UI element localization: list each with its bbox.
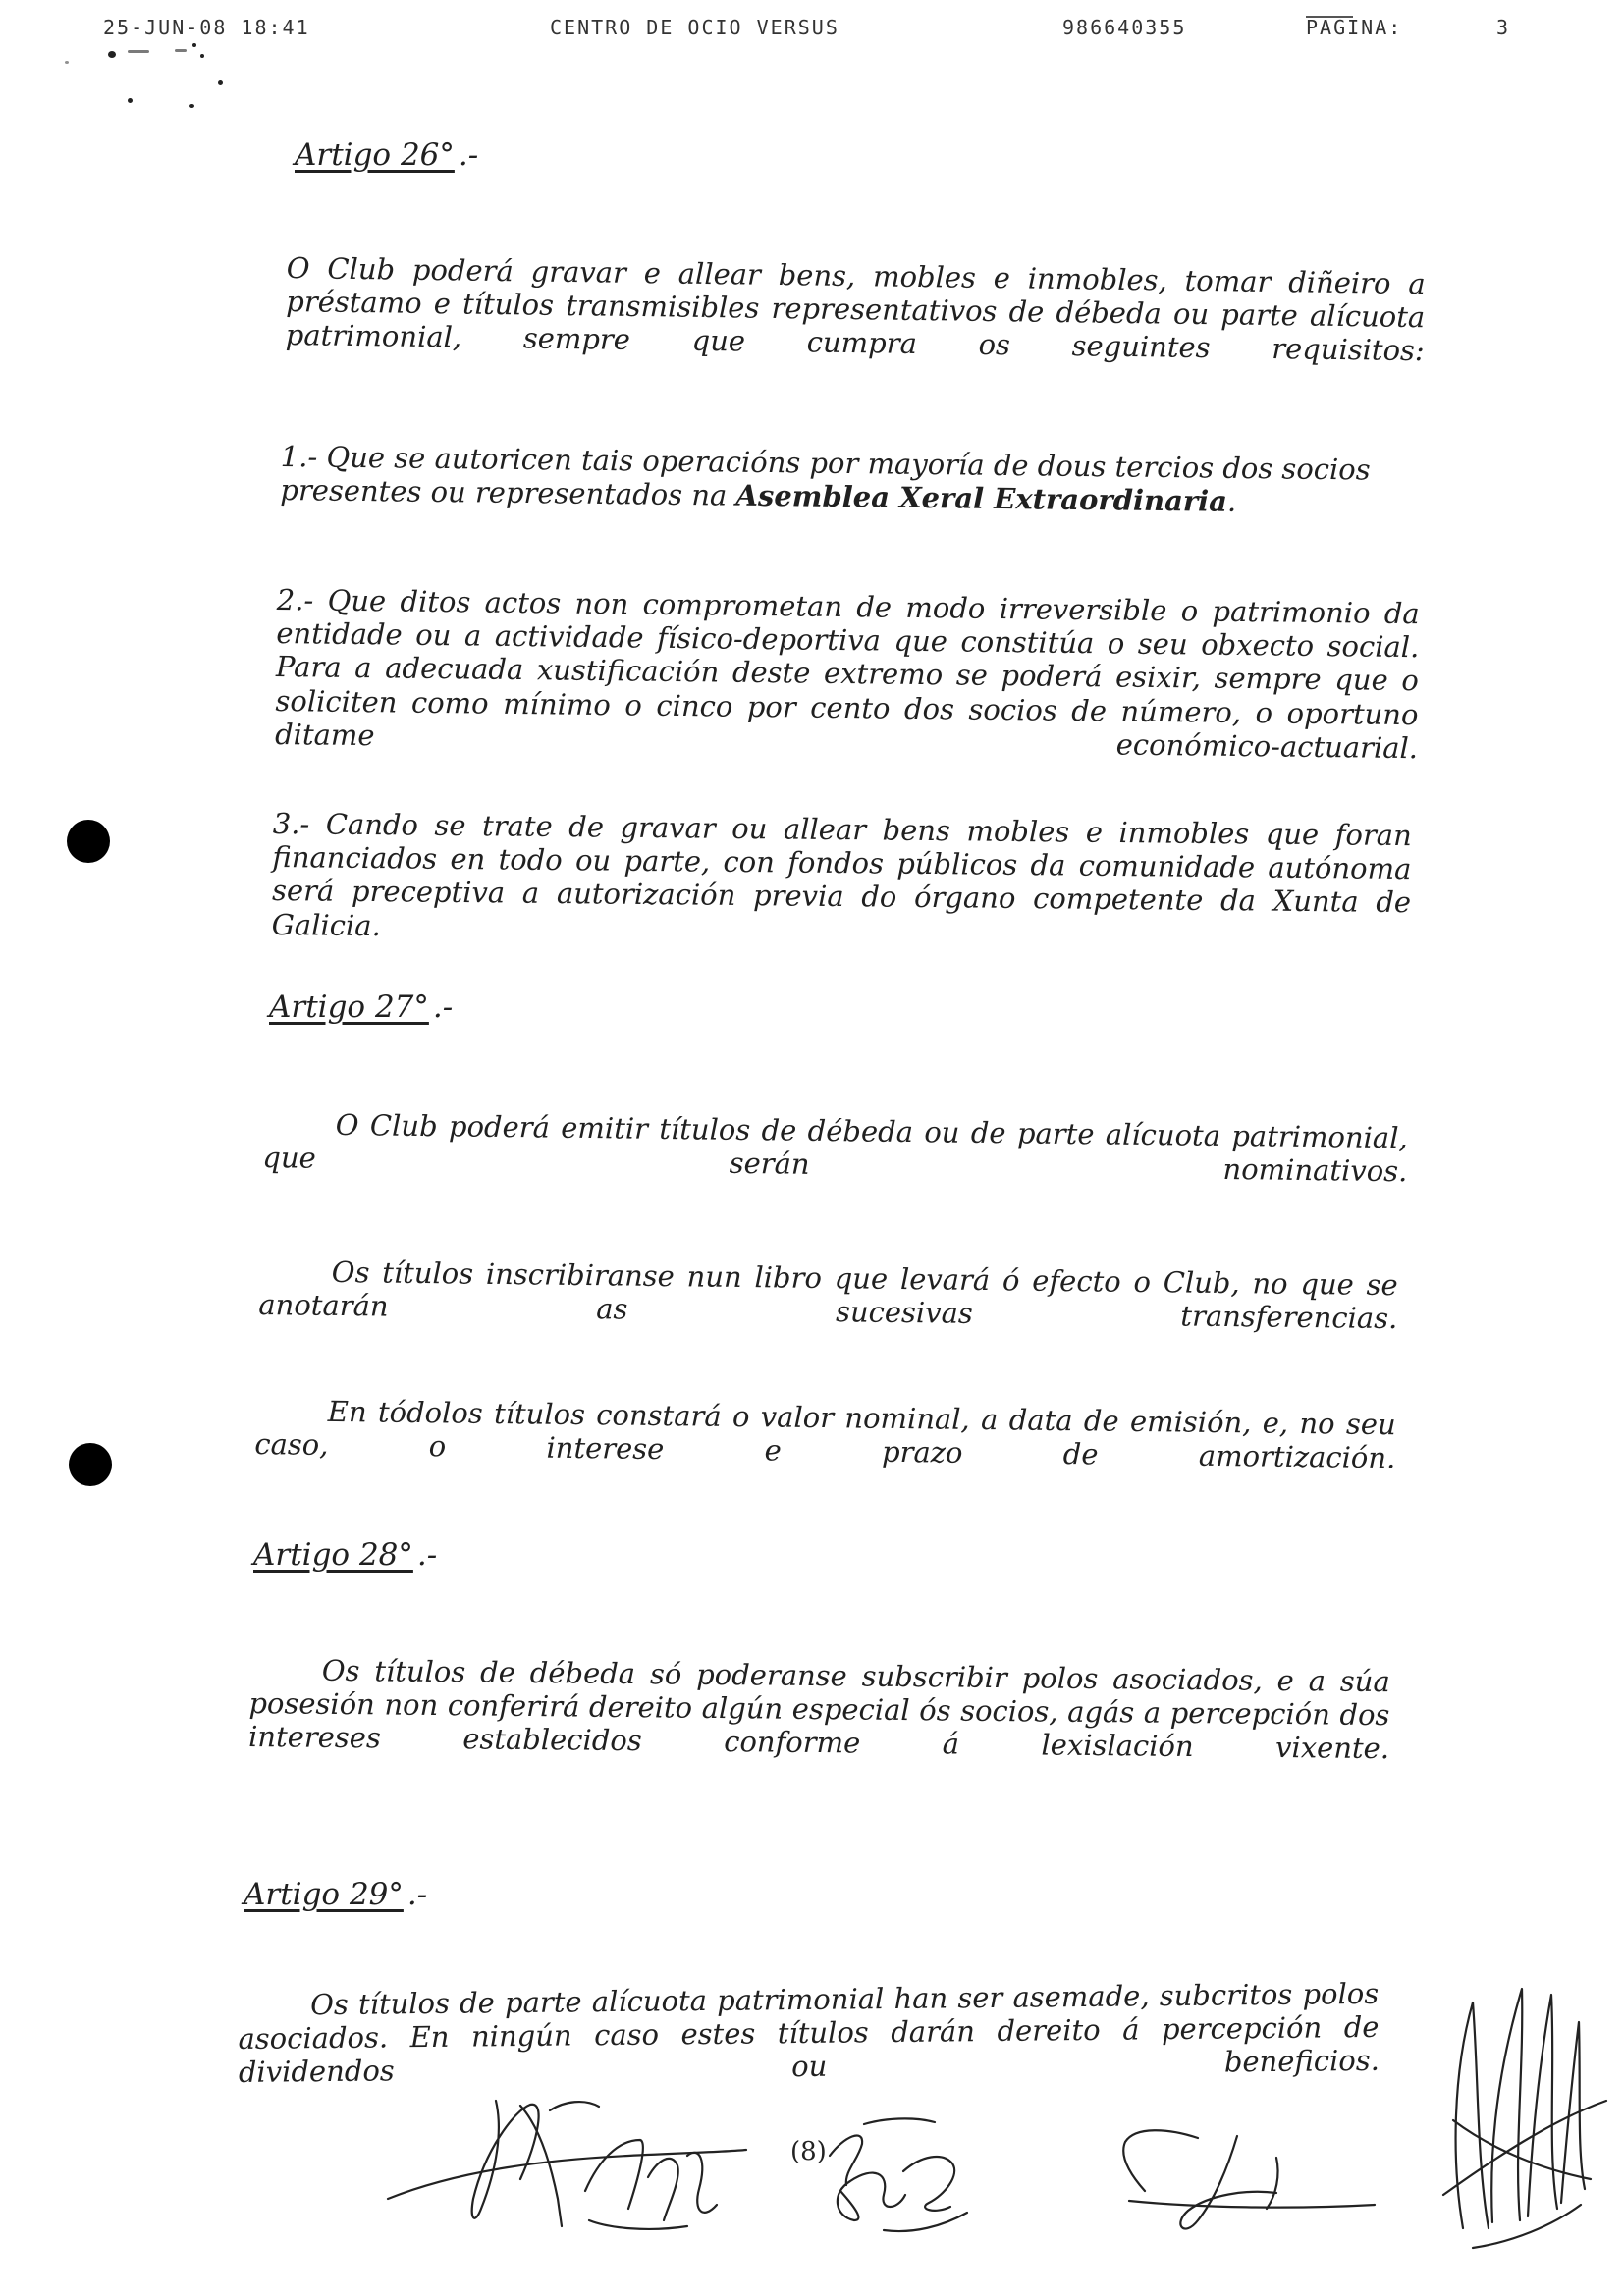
punch-hole [67, 820, 110, 863]
scan-speck [200, 54, 204, 58]
fax-page-number: 3 [1496, 16, 1511, 39]
article-26-heading [295, 137, 478, 174]
article-28-paragraph-1: Os títulos de débeda só poderanse subscribir polos asociados, e a súa posesión non conferirá dereito algún especial ós socios, agás a percepción dos intereses establecidos conforme á lexislación vixente. [247, 1653, 1390, 1766]
article-29-heading [244, 1877, 427, 1913]
scan-speck [128, 98, 133, 103]
article-26-item-1-text: 1.- Que se autoricen tais operacións por mayoría de dous tercios dos socios presentes ou representados na [280, 440, 1371, 512]
scan-speck [108, 51, 116, 58]
article-29-paragraph-1: Os títulos de parte alícuota patrimonial han ser asemade, subcritos polos asociados. En ningún caso estes títulos darán dereito á percepción de dividendos ou beneficios. [238, 1976, 1380, 2090]
fax-sender: CENTRO DE OCIO VERSUS [550, 16, 839, 39]
signature-2 [830, 2118, 967, 2231]
article-26-item-2: 2.- Que ditos actos non comprometan de modo irreversible o patrimonio da entidade ou a actividade físico-deportiva que constitúa o seu obxecto social. Para a adecuada xustificación deste extremo se poderá esixir, sempre que o soliciten como mínimo o cinco por cento dos socios de número, o oportuno ditame económico-actuarial. [274, 583, 1420, 766]
scan-speck [189, 104, 194, 108]
article-26-intro: O Club poderá gravar e allear bens, mobles e inmobles, tomar diñeiro a préstamo e títulos transmisibles representativos de débeda ou parte alícuota patrimonial, sempre que cumpra os seguintes requisitos: [285, 251, 1426, 368]
scan-speck [175, 49, 187, 52]
fax-page-label-text: PAGINA: [1306, 16, 1403, 39]
fax-phone: 986640355 [1062, 16, 1187, 39]
article-26-item-1-assembly: Asemblea Xeral Extraordinaria [735, 478, 1228, 518]
article-27-paragraph-2: Os títulos inscribiranse nun libro que levará ó efecto o Club, no que se anotarán as sucesivas transferencias. [258, 1255, 1398, 1336]
article-27-paragraph-3: En tódolos títulos constará o valor nominal, a data de emisión, e, no seu caso, o interese e prazo de amortización. [254, 1394, 1396, 1475]
article-29-heading-text: Artigo 29° [244, 1877, 404, 1912]
article-27-heading [269, 989, 453, 1026]
scan-speck [218, 80, 223, 85]
fax-header [0, 16, 1624, 55]
heading-suffix: .- [416, 1537, 438, 1573]
signature-number-mark: (8) [790, 2137, 827, 2166]
signature-4 [1443, 1989, 1606, 2248]
article-27-paragraph-1: O Club poderá emitir títulos de débeda ou de parte alícuota patrimonial, que serán nominativos. [262, 1107, 1408, 1189]
fax-date-time: 25-JUN-08 18:41 [103, 16, 310, 39]
article-26-heading-text: Artigo 26° [295, 137, 455, 173]
article-26-item-1: 1.- Que se autoricen tais operacións por mayoría de dous tercios dos socios presentes ou representados na Asemblea Xeral Extraordinaria. [280, 440, 1371, 519]
punch-hole [69, 1443, 112, 1486]
scan-speck [65, 61, 69, 64]
heading-suffix: .- [458, 137, 479, 173]
article-28-heading-text: Artigo 28° [253, 1537, 413, 1573]
heading-suffix: .- [432, 989, 454, 1025]
signature-3 [1123, 2130, 1375, 2228]
scan-speck [192, 43, 196, 47]
scan-speck [128, 50, 149, 53]
article-28-heading [253, 1537, 437, 1574]
article-26-item-3: 3.- Cando se trate de gravar ou allear bens mobles e inmobles que foran financiados en todo ou parte, con fondos públicos da comunidade autónoma será preceptiva a autorización previa do órgano competente da Xunta de Galicia. [271, 807, 1412, 942]
article-27-heading-text: Artigo 27° [269, 989, 429, 1025]
heading-suffix: .- [406, 1877, 428, 1912]
